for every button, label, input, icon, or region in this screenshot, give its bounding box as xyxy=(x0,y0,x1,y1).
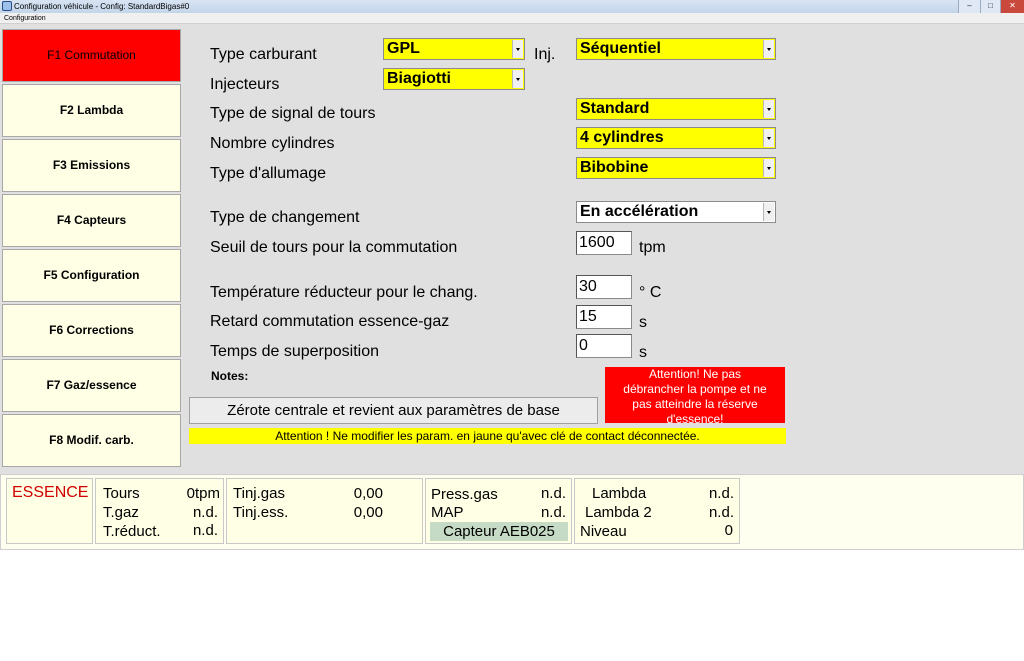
pump-warning-box xyxy=(605,367,785,423)
rpm-signal-value: Standard xyxy=(580,100,650,117)
close-button[interactable]: ✕ xyxy=(1000,0,1024,13)
gas-temp-value: n.d. xyxy=(192,504,218,521)
changeover-type-select[interactable] xyxy=(576,201,776,223)
tab-f2-lambda[interactable]: F2 Lambda xyxy=(2,84,181,137)
reset-ecu-button[interactable]: Zérote centrale et revient aux paramètres de base xyxy=(189,397,598,424)
level-label: Niveau xyxy=(580,523,627,540)
warning-line: d'essence! xyxy=(666,412,724,423)
warning-line: pas atteindre la réserve xyxy=(632,397,758,411)
maximize-button[interactable]: □ xyxy=(980,0,1000,13)
sensor-badge: Capteur AEB025 xyxy=(430,522,568,541)
rpm-signal-select[interactable] xyxy=(576,98,776,120)
cylinders-select[interactable] xyxy=(576,127,776,149)
tab-f3-emissions[interactable]: F3 Emissions xyxy=(2,139,181,192)
chevron-down-icon[interactable] xyxy=(763,100,774,118)
tab-f4-capteurs[interactable]: F4 Capteurs xyxy=(2,194,181,247)
map-label: MAP xyxy=(431,504,464,521)
overlap-time-input[interactable]: 0 xyxy=(576,334,632,358)
rpm-threshold-unit: tpm xyxy=(639,239,666,256)
chevron-down-icon[interactable] xyxy=(512,70,523,88)
injection-mode-select[interactable] xyxy=(576,38,776,60)
level-value: 0 xyxy=(724,522,733,539)
minimize-button[interactable]: – xyxy=(958,0,980,13)
ignition-select[interactable] xyxy=(576,157,776,179)
menu-bar xyxy=(0,13,1024,24)
changeover-type-value: En accélération xyxy=(580,203,699,220)
reducer-temp-input[interactable]: 30 xyxy=(576,275,632,299)
lambda-label: Lambda xyxy=(592,485,647,502)
injectors-label: Injecteurs xyxy=(210,76,280,93)
tinj-gas-label: Tinj.gas xyxy=(233,485,285,502)
map-value: n.d. xyxy=(540,504,566,521)
tab-f7-gaz-essence[interactable]: F7 Gaz/essence xyxy=(2,359,181,412)
rpm-threshold-label: Seuil de tours pour la commutation xyxy=(210,239,458,256)
fuel-type-select[interactable] xyxy=(383,38,525,60)
window-title: Configuration véhicule - Config: StandardBigas#0 xyxy=(14,2,190,11)
fuel-type-label: Type carburant xyxy=(210,46,317,63)
app-icon xyxy=(2,1,12,11)
changeover-type-label: Type de changement xyxy=(210,209,360,226)
title-bar xyxy=(0,0,1024,13)
tinj-gas-value: 0,00 xyxy=(353,485,383,502)
rpm-threshold-input[interactable]: 1600 xyxy=(576,231,632,255)
gas-pressure-label: Press.gas xyxy=(431,486,498,503)
tinj-ess-value: 0,00 xyxy=(353,504,383,521)
reducer-temp-label: Température réducteur pour le chang. xyxy=(210,284,478,301)
tab-f6-corrections[interactable]: F6 Corrections xyxy=(2,304,181,357)
reducer-temp-status-label: T.réduct. xyxy=(103,523,161,540)
overlap-time-label: Temps de superposition xyxy=(210,343,379,360)
chevron-down-icon[interactable] xyxy=(512,40,523,58)
switch-delay-input[interactable]: 15 xyxy=(576,305,632,329)
fuel-mode-indicator: ESSENCE xyxy=(12,484,89,501)
gas-temp-label: T.gaz xyxy=(103,504,139,521)
gas-pressure-value: n.d. xyxy=(540,485,566,502)
switch-delay-unit: s xyxy=(639,314,647,331)
reducer-temp-unit: ° C xyxy=(639,284,662,301)
cylinders-label: Nombre cylindres xyxy=(210,135,335,152)
rpm-label: Tours xyxy=(103,485,140,502)
ignition-value: Bibobine xyxy=(580,159,649,176)
tinj-ess-label: Tinj.ess. xyxy=(233,504,289,521)
chevron-down-icon[interactable] xyxy=(763,203,774,221)
menu-configuration[interactable]: Configuration xyxy=(4,15,46,22)
switch-delay-label: Retard commutation essence-gaz xyxy=(210,313,450,330)
tab-f1-commutation[interactable]: F1 Commutation xyxy=(2,29,181,82)
injectors-select[interactable] xyxy=(383,68,525,90)
tab-f5-configuration[interactable]: F5 Configuration xyxy=(2,249,181,302)
yellow-fields-notice: Attention ! Ne modifier les param. en jaune qu'avec clé de contact déconnectée. xyxy=(189,428,786,444)
warning-line: Attention! Ne pas xyxy=(648,367,742,381)
inj-label: Inj. xyxy=(534,46,556,63)
overlap-time-unit: s xyxy=(639,344,647,361)
notes-label: Notes: xyxy=(211,369,249,383)
tab-f8-modif-carb[interactable]: F8 Modif. carb. xyxy=(2,414,181,467)
ignition-label: Type d'allumage xyxy=(210,165,327,182)
reducer-temp-status-value: n.d. xyxy=(192,522,218,539)
lambda2-value: n.d. xyxy=(708,504,734,521)
warning-line: débrancher la pompe et ne xyxy=(623,382,767,396)
rpm-value: 0tpm xyxy=(186,485,220,502)
injectors-value: Biagiotti xyxy=(387,70,451,87)
chevron-down-icon[interactable] xyxy=(763,40,774,58)
chevron-down-icon[interactable] xyxy=(763,129,774,147)
chevron-down-icon[interactable] xyxy=(763,159,774,177)
lambda2-label: Lambda 2 xyxy=(585,504,652,521)
cylinders-value: 4 cylindres xyxy=(580,129,664,146)
injection-mode-value: Séquentiel xyxy=(580,40,661,57)
fuel-type-value: GPL xyxy=(387,40,420,57)
rpm-signal-label: Type de signal de tours xyxy=(210,105,376,122)
lambda-value: n.d. xyxy=(708,485,734,502)
